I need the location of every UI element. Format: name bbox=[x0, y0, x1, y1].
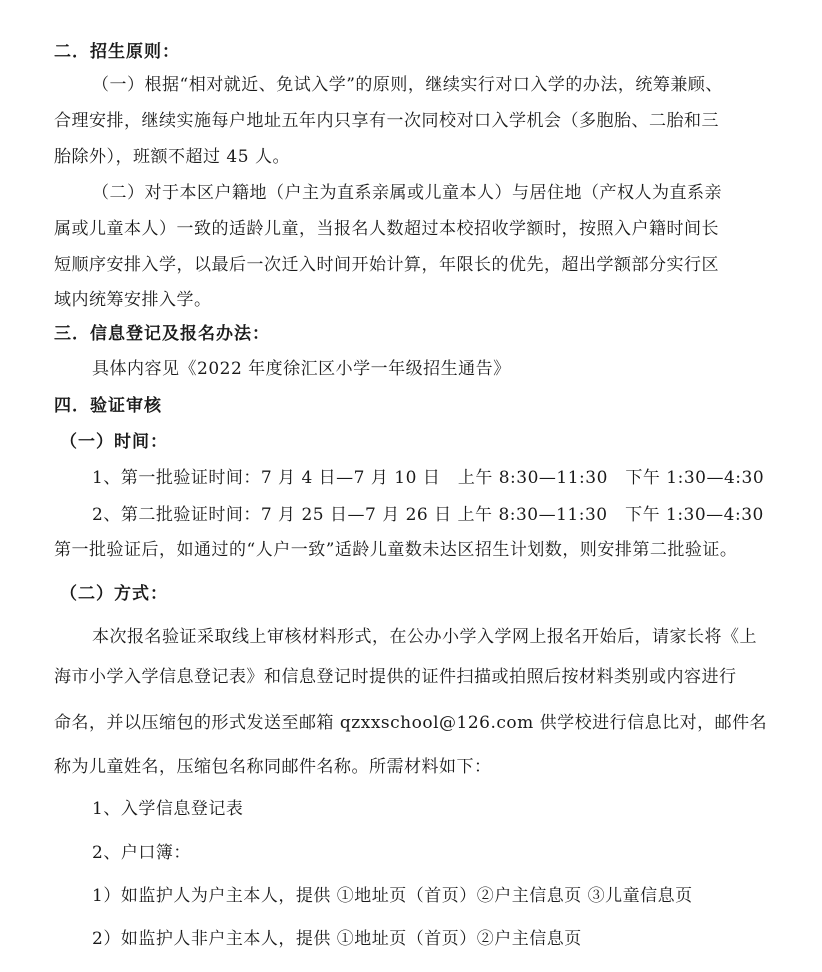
materials-item-1: 1、入学信息登记表 bbox=[92, 799, 244, 819]
section-2-paragraph-1-line-1: （一）根据“相对就近、免试入学”的原则，继续实行对口入学的办法，统筹兼顾、 bbox=[92, 75, 723, 95]
section-2-paragraph-2-line-3: 短顺序安排入学，以最后一次迁入时间开始计算，年限长的优先，超出学额部分实行区 bbox=[54, 255, 719, 275]
section-4-sub1-heading: （一）时间： bbox=[60, 432, 168, 452]
materials-sub-item-2: 2）如监护人非户主本人，提供 ①地址页（首页）②户主信息页 bbox=[92, 929, 582, 949]
verification-time-line-2: 2、第二批验证时间：7 月 25 日—7 月 26 日 上午 8:30—11:30 下午 1:30—4:30 bbox=[92, 505, 764, 525]
verification-time-line-1: 1、第一批验证时间：7 月 4 日—7 月 10 日 上午 8:30—11:30 下午 1:30—4:30 bbox=[92, 468, 765, 488]
verification-note: 第一批验证后，如通过的“人户一致”适龄儿童数未达区招生计划数，则安排第二批验证。 bbox=[54, 540, 738, 560]
section-2-paragraph-1-line-2: 合理安排，继续实施每户地址五年内只享有一次同校对口入学机会（多胞胎、二胎和三 bbox=[54, 111, 719, 131]
section-3-heading: 三．信息登记及报名办法： bbox=[54, 324, 270, 344]
section-2-paragraph-2-line-2: 属或儿童本人）一致的适龄儿童，当报名人数超过本校招收学额时，按照入户籍时间长 bbox=[54, 219, 719, 239]
section-3-text: 具体内容见《2022 年度徐汇区小学一年级招生通告》 bbox=[92, 359, 511, 379]
section-2-paragraph-2-line-1: （二）对于本区户籍地（户主为直系亲属或儿童本人）与居住地（产权人为直系亲 bbox=[92, 183, 722, 203]
materials-item-2: 2、户口簿： bbox=[92, 843, 191, 863]
method-paragraph-line-1: 本次报名验证采取线上审核材料形式，在公办小学入学网上报名开始后，请家长将《上 bbox=[92, 627, 757, 647]
method-paragraph-line-3: 命名，并以压缩包的形式发送至邮箱 qzxxschool@126.com 供学校进行信息比对，邮件名 bbox=[54, 713, 768, 733]
section-4-sub2-heading: （二）方式： bbox=[60, 584, 168, 604]
materials-sub-item-1: 1）如监护人为户主本人，提供 ①地址页（首页）②户主信息页 ③儿童信息页 bbox=[92, 886, 693, 906]
section-2-paragraph-2-line-4: 域内统筹安排入学。 bbox=[54, 290, 212, 310]
section-2-paragraph-1-line-3: 胎除外），班额不超过 45 人。 bbox=[54, 147, 290, 167]
method-paragraph-line-4: 称为儿童姓名，压缩包名称同邮件名称。所需材料如下： bbox=[54, 757, 492, 777]
method-paragraph-line-2: 海市小学入学信息登记表》和信息登记时提供的证件扫描或拍照后按材料类别或内容进行 bbox=[54, 667, 737, 687]
section-2-heading: 二．招生原则： bbox=[54, 42, 180, 62]
section-4-heading: 四．验证审核 bbox=[54, 396, 162, 416]
